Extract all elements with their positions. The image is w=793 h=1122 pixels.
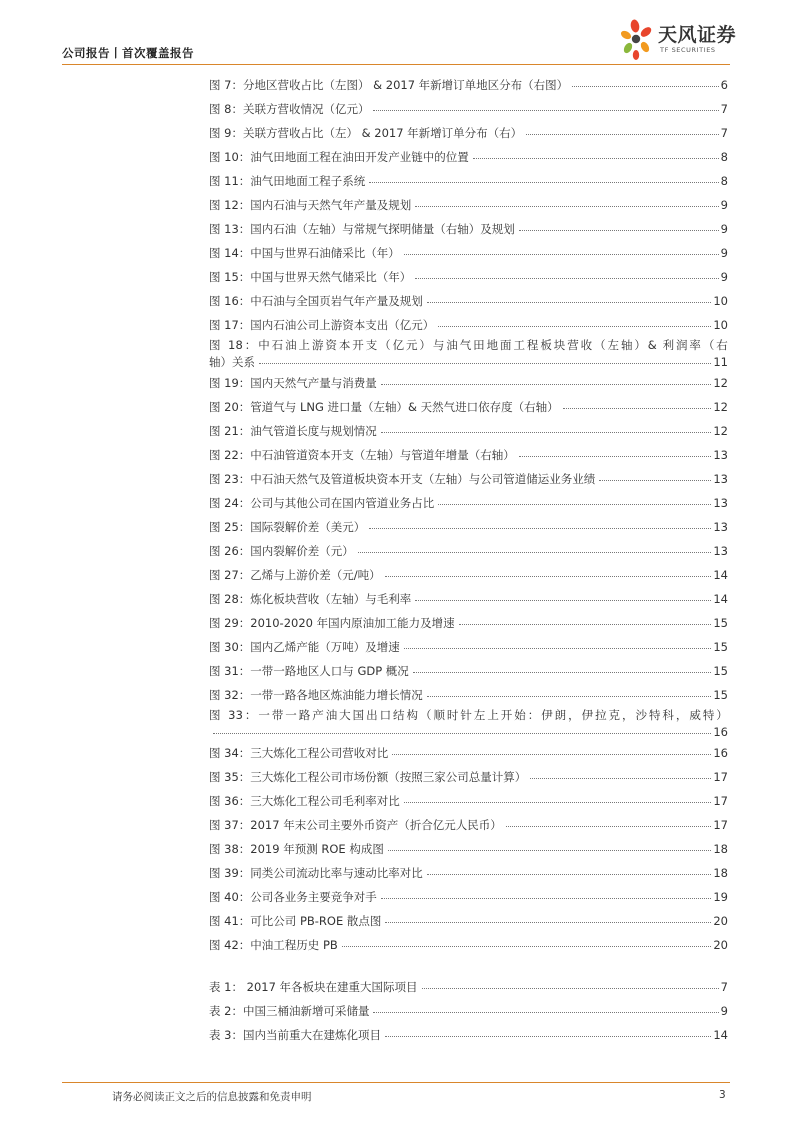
leader-dots xyxy=(415,600,711,601)
leader-dots xyxy=(473,158,719,159)
toc-entry-page: 15 xyxy=(713,688,728,702)
toc-entry-figure-35[interactable] xyxy=(209,765,728,789)
toc-entry-label: 图 28：炼化板块营收（左轴）与毛利率 xyxy=(209,592,412,606)
toc-entry-figure-26[interactable] xyxy=(209,539,728,563)
toc-entry-figure-23[interactable] xyxy=(209,467,728,491)
toc-entry-table-1[interactable] xyxy=(209,975,728,999)
toc-entry-page: 13 xyxy=(713,448,728,462)
header-divider xyxy=(62,64,730,65)
toc-entry-figure-10[interactable] xyxy=(209,145,728,169)
toc-entry-label: 图 26：国内裂解价差（元） xyxy=(209,544,354,558)
flower-logo-icon xyxy=(618,17,658,63)
toc-entry-page: 7 xyxy=(720,980,728,994)
leader-dots xyxy=(392,754,711,755)
toc-entry-figure-28[interactable] xyxy=(209,587,728,611)
toc-entry-figure-40[interactable] xyxy=(209,885,728,909)
toc-entry-page: 9 xyxy=(720,198,728,212)
leader-dots xyxy=(404,802,712,803)
leader-dots xyxy=(427,302,712,303)
toc-entry-label: 图 10：油气田地面工程在油田开发产业链中的位置 xyxy=(209,150,469,164)
leader-dots xyxy=(388,850,712,851)
leader-dots xyxy=(427,696,712,697)
toc-entry-figure-19[interactable] xyxy=(209,371,728,395)
leader-dots xyxy=(572,86,719,87)
leader-dots xyxy=(422,988,719,989)
leader-dots xyxy=(404,254,719,255)
toc-entry-page: 9 xyxy=(720,246,728,260)
toc-entry-label: 图 35：三大炼化工程公司市场份额（按照三家公司总量计算） xyxy=(209,770,527,784)
toc-entry-label: 图 24：公司与其他公司在国内管道业务占比 xyxy=(209,496,435,510)
toc-entry-label: 表 2：中国三桶油新增可采储量 xyxy=(209,1004,370,1018)
toc-entry-figure-31[interactable] xyxy=(209,659,728,683)
leader-dots xyxy=(385,1036,711,1037)
leader-dots xyxy=(530,778,711,779)
toc-entry-page: 16 xyxy=(713,746,728,760)
toc-entry-page: 18 xyxy=(713,866,728,880)
toc-entry-figure-29[interactable] xyxy=(209,611,728,635)
toc-entry-page: 12 xyxy=(713,424,728,438)
toc-entry-label: 图 16：中石油与全国页岩气年产量及规划 xyxy=(209,294,423,308)
leader-dots xyxy=(381,384,712,385)
toc-entry-page: 10 xyxy=(713,294,728,308)
toc-entry-page: 8 xyxy=(720,150,728,164)
toc-entry-page: 10 xyxy=(713,318,728,332)
toc-entry-page: 17 xyxy=(713,770,728,784)
toc-entry-label-continued: 轴）关系 xyxy=(209,355,255,369)
toc-entry-label: 图 39：同类公司流动比率与速动比率对比 xyxy=(209,866,423,880)
leader-dots xyxy=(526,134,719,135)
toc-entry-page: 9 xyxy=(720,270,728,284)
toc-entry-label: 图 42：中油工程历史 PB xyxy=(209,938,338,952)
toc-entry-label: 图 31：一带一路地区人口与 GDP 概况 xyxy=(209,664,409,678)
leader-dots xyxy=(415,278,718,279)
toc-entry-page: 18 xyxy=(713,842,728,856)
toc-entry-figure-30[interactable] xyxy=(209,635,728,659)
toc-entry-figure-12[interactable] xyxy=(209,193,728,217)
leader-dots xyxy=(381,898,712,899)
toc-entry-page: 17 xyxy=(713,794,728,808)
leader-dots xyxy=(369,528,711,529)
toc-entry-figure-9[interactable] xyxy=(209,121,728,145)
leader-dots xyxy=(438,326,711,327)
toc-entry-page: 13 xyxy=(713,520,728,534)
leader-dots xyxy=(506,826,712,827)
toc-entry-figure-16[interactable] xyxy=(209,289,728,313)
leader-dots xyxy=(369,182,718,183)
toc-entry-label: 图 21：油气管道长度与规划情况 xyxy=(209,424,377,438)
toc-entry-label: 图 27：乙烯与上游价差（元/吨） xyxy=(209,568,381,582)
toc-entry-label: 图 12：国内石油与天然气年产量及规划 xyxy=(209,198,412,212)
leader-dots xyxy=(519,456,712,457)
leader-dots xyxy=(381,432,712,433)
company-logo xyxy=(618,17,738,65)
toc-entry-label: 图 23：中石油天然气及管道板块资本开支（左轴）与公司管道储运业务业绩 xyxy=(209,472,596,486)
leader-dots xyxy=(599,480,711,481)
toc-entry-figure-17[interactable] xyxy=(209,313,728,337)
toc-entry-page: 19 xyxy=(713,890,728,904)
toc-entry-label: 图 30：国内乙烯产能（万吨）及增速 xyxy=(209,640,400,654)
toc-entry-figure-39[interactable] xyxy=(209,861,728,885)
leader-dots xyxy=(427,874,712,875)
toc-entry-label: 图 19：国内天然气产量与消费量 xyxy=(209,376,377,390)
leader-dots xyxy=(373,1012,718,1013)
logo-chinese-text: 天风证券 xyxy=(658,24,737,46)
leader-dots xyxy=(385,922,711,923)
toc-entry-figure-7[interactable] xyxy=(209,73,728,97)
toc-entry-label: 表 1： 2017 年各板块在建重大国际项目 xyxy=(209,980,418,994)
toc-entry-figure-36[interactable] xyxy=(209,789,728,813)
toc-entry-page: 15 xyxy=(713,616,728,630)
leader-dots xyxy=(415,206,718,207)
toc-entry-figure-34[interactable] xyxy=(209,741,728,765)
toc-entry-label: 图 17：国内石油公司上游资本支出（亿元） xyxy=(209,318,435,332)
toc-entry-page: 8 xyxy=(720,174,728,188)
footer-divider xyxy=(62,1082,730,1083)
leader-dots xyxy=(519,230,719,231)
toc-entry-page: 6 xyxy=(720,78,728,92)
toc-entry-figure-8[interactable] xyxy=(209,97,728,121)
toc-entry-label: 图 9：关联方营收占比（左） & 2017 年新增订单分布（右） xyxy=(209,126,523,140)
toc-entry-label: 图 18：中石油上游资本开支（亿元）与油气田地面工程板块营收（左轴）& 利润率（右 xyxy=(209,338,728,352)
leader-dots xyxy=(213,733,711,734)
toc-entry-label: 图 13：国内石油（左轴）与常规气探明储量（右轴）及规划 xyxy=(209,222,515,236)
toc-entry-page: 11 xyxy=(713,355,728,369)
toc-entry-label: 图 40：公司各业务主要竞争对手 xyxy=(209,890,377,904)
toc-entry-label: 图 22：中石油管道资本开支（左轴）与管道年增量（右轴） xyxy=(209,448,515,462)
toc-entry-label: 图 34：三大炼化工程公司营收对比 xyxy=(209,746,389,760)
toc-entry-label: 图 32：一带一路各地区炼油能力增长情况 xyxy=(209,688,423,702)
toc-entry-label: 图 25：国际裂解价差（美元） xyxy=(209,520,366,534)
toc-entry-page: 17 xyxy=(713,818,728,832)
leader-dots xyxy=(373,110,718,111)
toc-entry-label: 图 7：分地区营收占比（左图） & 2017 年新增订单地区分布（右图） xyxy=(209,78,569,92)
toc-entry-figure-20[interactable] xyxy=(209,395,728,419)
page-number: 3 xyxy=(719,1089,726,1101)
toc-entry-label: 图 37：2017 年末公司主要外币资产（折合亿元人民币） xyxy=(209,818,502,832)
toc-entry-figure-14[interactable] xyxy=(209,241,728,265)
toc-entry-page: 7 xyxy=(720,126,728,140)
leader-dots xyxy=(459,624,712,625)
toc-entry-label: 图 11：油气田地面工程子系统 xyxy=(209,174,366,188)
toc-entry-page: 15 xyxy=(713,664,728,678)
section-spacer xyxy=(209,957,728,975)
toc-entry-figure-18[interactable] xyxy=(209,337,728,371)
toc-entry-page: 9 xyxy=(720,1004,728,1018)
toc-entry-page: 12 xyxy=(713,376,728,390)
toc-entry-figure-27[interactable] xyxy=(209,563,728,587)
toc-entry-figure-37[interactable] xyxy=(209,813,728,837)
toc-entry-label: 图 15：中国与世界天然气储采比（年） xyxy=(209,270,412,284)
toc-entry-page: 14 xyxy=(713,568,728,582)
toc-entry-page: 14 xyxy=(713,1028,728,1042)
toc-entry-figure-41[interactable] xyxy=(209,909,728,933)
leader-dots xyxy=(259,363,711,364)
leader-dots xyxy=(563,408,712,409)
toc-entry-figure-24[interactable] xyxy=(209,491,728,515)
toc-entry-label: 图 33：一带一路产油大国出口结构（顺时针左上开始：伊朗，伊拉克，沙特科，威特） xyxy=(209,708,728,722)
report-type-title: 公司报告丨首次覆盖报告 xyxy=(62,46,194,60)
logo-english-text: TF SECURITIES xyxy=(660,46,716,54)
toc-entry-page: 13 xyxy=(713,496,728,510)
toc-entry-figure-33[interactable] xyxy=(209,707,728,741)
toc-entry-page: 7 xyxy=(720,102,728,116)
toc-entry-page: 16 xyxy=(713,725,728,739)
toc-entry-page: 9 xyxy=(720,222,728,236)
toc-entry-label: 图 41：可比公司 PB-ROE 散点图 xyxy=(209,914,382,928)
leader-dots xyxy=(438,504,711,505)
toc-entry-figure-21[interactable] xyxy=(209,419,728,443)
toc-entry-figure-11[interactable] xyxy=(209,169,728,193)
toc-entry-label: 图 20：管道气与 LNG 进口量（左轴）& 天然气进口依存度（右轴） xyxy=(209,400,559,414)
toc-entry-figure-15[interactable] xyxy=(209,265,728,289)
table-of-contents xyxy=(209,73,728,1047)
leader-dots xyxy=(404,648,712,649)
leader-dots xyxy=(342,946,712,947)
toc-entry-figure-13[interactable] xyxy=(209,217,728,241)
toc-entry-figure-38[interactable] xyxy=(209,837,728,861)
toc-entry-table-2[interactable] xyxy=(209,999,728,1023)
toc-entry-page: 12 xyxy=(713,400,728,414)
toc-entry-label: 图 38：2019 年预测 ROE 构成图 xyxy=(209,842,384,856)
toc-entry-figure-22[interactable] xyxy=(209,443,728,467)
toc-entry-table-3[interactable] xyxy=(209,1023,728,1047)
leader-dots xyxy=(358,552,712,553)
toc-entry-label: 图 14：中国与世界石油储采比（年） xyxy=(209,246,400,260)
toc-entry-label: 图 36：三大炼化工程公司毛利率对比 xyxy=(209,794,400,808)
toc-entry-page: 13 xyxy=(713,544,728,558)
leader-dots xyxy=(385,576,712,577)
toc-entry-page: 15 xyxy=(713,640,728,654)
toc-entry-label: 图 8：关联方营收情况（亿元） xyxy=(209,102,370,116)
toc-entry-label: 图 29：2010-2020 年国内原油加工能力及增速 xyxy=(209,616,455,630)
footer-disclaimer: 请务必阅读正文之后的信息披露和免责申明 xyxy=(112,1091,312,1103)
toc-entry-page: 14 xyxy=(713,592,728,606)
leader-dots xyxy=(413,672,712,673)
toc-entry-figure-32[interactable] xyxy=(209,683,728,707)
toc-entry-figure-42[interactable] xyxy=(209,933,728,957)
toc-entry-page: 20 xyxy=(713,914,728,928)
toc-entry-label: 表 3：国内当前重大在建炼化项目 xyxy=(209,1028,381,1042)
toc-entry-figure-25[interactable] xyxy=(209,515,728,539)
toc-entry-page: 13 xyxy=(713,472,728,486)
toc-entry-page: 20 xyxy=(713,938,728,952)
